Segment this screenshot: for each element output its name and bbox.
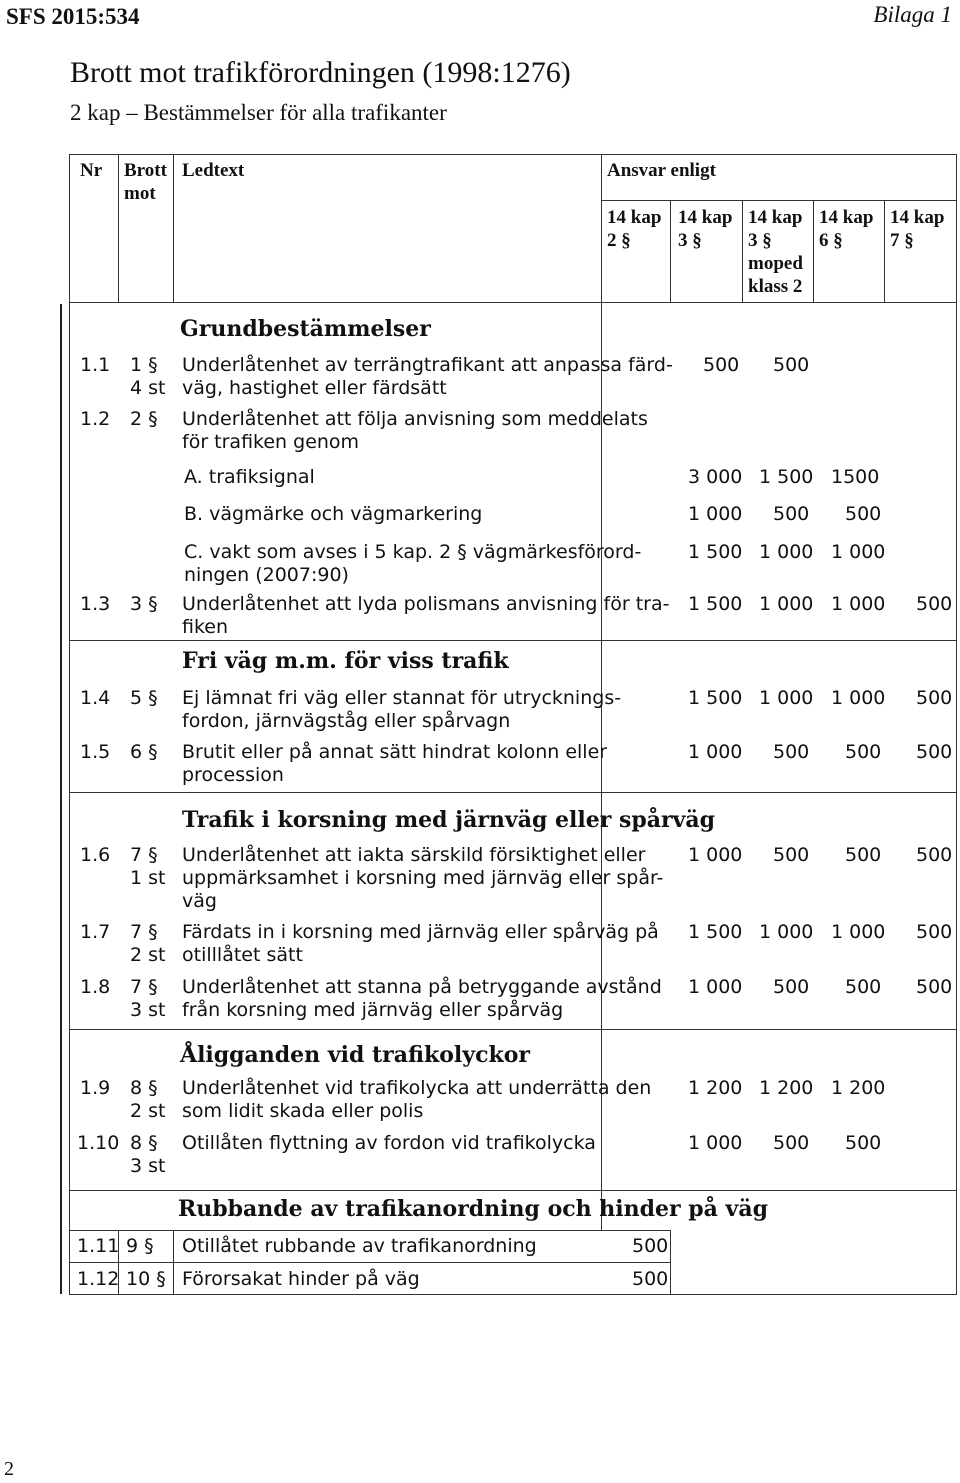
header-ledtext: Ledtext	[182, 160, 245, 181]
header-divider	[601, 200, 957, 201]
row-1-2a-col2: 3 000	[688, 466, 743, 488]
header-col-3-line4: klass 2	[748, 276, 803, 297]
row-1-2-paragraph: 2 §	[130, 408, 158, 430]
row-1-5-text-line1: Brutit eller på annat sätt hindrat kolonn eller	[182, 741, 608, 763]
row-1-2c-col4: 1 000	[831, 541, 886, 563]
row-1-8-text-line2: från korsning med järnväg eller spårväg	[182, 999, 564, 1021]
row-1-3-col4: 1 000	[831, 593, 886, 615]
col-divider-ledtext-bottom	[670, 1230, 671, 1295]
page-title: Brott mot trafikförordningen (1998:1276)	[70, 56, 571, 89]
header-brott-mot-line2: mot	[124, 183, 156, 204]
row-1-4-text-line2: fordon, järnvägståg eller spårvagn	[182, 710, 511, 732]
row-1-4-paragraph: 5 §	[130, 687, 158, 709]
row-1-3-col5: 500	[916, 593, 953, 615]
row-1-5-col5: 500	[916, 741, 953, 763]
row-1-8-col2: 1 000	[688, 976, 743, 998]
row-1-6-col5: 500	[916, 844, 953, 866]
row-1-10-col3: 500	[773, 1132, 810, 1154]
row-1-6-nr: 1.6	[80, 844, 111, 866]
row-1-9-text-line2: som lidit skada eller polis	[182, 1100, 424, 1122]
row-1-2c-col2: 1 500	[688, 541, 743, 563]
row-1-5-col2: 1 000	[688, 741, 743, 763]
row-1-4-col2: 1 500	[688, 687, 743, 709]
row-1-3-nr: 1.3	[80, 593, 111, 615]
row-1-11-text-line1: Otillåtet rubbande av trafikanordning	[182, 1235, 537, 1257]
col-divider-c3	[813, 200, 814, 302]
row-1-3-col3: 1 000	[759, 593, 814, 615]
change-bar	[60, 304, 62, 1294]
appendix-label: Bilaga 1	[873, 2, 952, 27]
row-1-5-nr: 1.5	[80, 741, 111, 763]
section-divider-1	[69, 640, 957, 641]
section-divider-2	[69, 792, 957, 793]
row-1-11-col1: 500	[632, 1235, 669, 1257]
row-1-11-paragraph: 9 §	[126, 1235, 154, 1257]
header-col-5-line2: 7 §	[890, 230, 914, 251]
header-col-4-line1: 14 kap	[819, 207, 874, 228]
col-divider-nr	[118, 154, 119, 302]
header-bottom-border	[69, 302, 957, 303]
row-1-8-nr: 1.8	[80, 976, 111, 998]
row-divider-112	[69, 1262, 670, 1263]
header-nr: Nr	[80, 160, 103, 181]
row-1-10-paragraph: 8 §	[130, 1132, 158, 1154]
row-1-2b-col2: 1 000	[688, 503, 743, 525]
col-divider-c4	[884, 200, 885, 302]
row-1-1-stycke: 4 st	[130, 377, 166, 399]
col-divider-c1	[670, 200, 671, 302]
row-1-5-paragraph: 6 §	[130, 741, 158, 763]
header-col-1-line2: 2 §	[607, 230, 631, 251]
row-1-7-nr: 1.7	[80, 921, 111, 943]
row-1-6-col4: 500	[845, 844, 882, 866]
row-1-8-text-line1: Underlåtenhet att stanna på betryggande avstånd	[182, 976, 662, 998]
row-1-4-nr: 1.4	[80, 687, 111, 709]
row-1-7-text-line2: otilllåtet sätt	[182, 944, 303, 966]
row-1-2-text-line1: Underlåtenhet att följa anvisning som meddelats	[182, 408, 648, 430]
header-ansvar-enligt: Ansvar enligt	[607, 160, 716, 181]
row-1-6-text-line3: väg	[182, 890, 217, 912]
table-top-border	[69, 154, 957, 155]
row-1-2b-col3: 500	[773, 503, 810, 525]
row-1-6-text-line1: Underlåtenhet att iakta särskild försiktighet eller	[182, 844, 646, 866]
page-subtitle: 2 kap – Bestämmelser för alla trafikanter	[70, 100, 447, 125]
row-1-7-col5: 500	[916, 921, 953, 943]
header-col-2-line1: 14 kap	[678, 207, 733, 228]
row-1-12-col1: 500	[632, 1268, 669, 1290]
header-col-3-line2: 3 §	[748, 230, 772, 251]
section-heading-rubbande: Rubbande av trafikanordning och hinder på väg	[178, 1196, 768, 1222]
row-1-4-col3: 1 000	[759, 687, 814, 709]
row-1-12-nr: 1.12	[77, 1268, 120, 1290]
row-1-3-col2: 1 500	[688, 593, 743, 615]
table-right-border	[956, 154, 957, 1295]
row-1-8-col5: 500	[916, 976, 953, 998]
row-1-9-paragraph: 8 §	[130, 1077, 158, 1099]
row-1-8-col4: 500	[845, 976, 882, 998]
section-heading-fri-vag: Fri väg m.m. för viss trafik	[182, 648, 509, 674]
row-1-8-paragraph: 7 §	[130, 976, 158, 998]
row-1-9-text-line1: Underlåtenhet vid trafikolycka att underrätta den	[182, 1077, 652, 1099]
row-1-10-stycke: 3 st	[130, 1155, 166, 1177]
row-divider-111	[69, 1230, 670, 1231]
row-1-4-col5: 500	[916, 687, 953, 709]
row-1-7-col3: 1 000	[759, 921, 814, 943]
row-1-7-stycke: 2 st	[130, 944, 166, 966]
row-1-2c-text-line1: C. vakt som avses i 5 kap. 2 § vägmärkesförord-	[184, 541, 642, 563]
row-1-5-col3: 500	[773, 741, 810, 763]
row-1-11-nr: 1.11	[77, 1235, 120, 1257]
row-1-7-text-line1: Färdats in i korsning med järnväg eller spårväg på	[182, 921, 659, 943]
header-col-4-line2: 6 §	[819, 230, 843, 251]
row-1-9-col3: 1 200	[759, 1077, 814, 1099]
section-heading-aligganden: Åligganden vid trafikolyckor	[180, 1042, 530, 1068]
row-1-3-text-line1: Underlåtenhet att lyda polismans anvisning för tra-	[182, 593, 670, 615]
row-1-7-col2: 1 500	[688, 921, 743, 943]
document-id: SFS 2015:534	[6, 4, 140, 29]
page-number: 2	[4, 1458, 14, 1480]
header-col-3-line1: 14 kap	[748, 207, 803, 228]
table-left-border	[69, 154, 70, 1295]
section-divider-3	[69, 1029, 957, 1030]
row-1-9-col2: 1 200	[688, 1077, 743, 1099]
row-1-1-text-line1: Underlåtenhet av terrängtrafikant att anpassa färd-	[182, 354, 673, 376]
row-1-7-col4: 1 000	[831, 921, 886, 943]
row-1-6-col3: 500	[773, 844, 810, 866]
row-1-10-nr: 1.10	[77, 1132, 120, 1154]
row-1-1-col3: 500	[773, 354, 810, 376]
row-1-8-col3: 500	[773, 976, 810, 998]
row-1-2a-col4: 1500	[831, 466, 880, 488]
row-1-5-text-line2: procession	[182, 764, 284, 786]
row-1-10-col2: 1 000	[688, 1132, 743, 1154]
row-1-9-stycke: 2 st	[130, 1100, 166, 1122]
row-1-2c-text-line2: ningen (2007:90)	[184, 564, 349, 586]
row-1-4-text-line1: Ej lämnat fri väg eller stannat för utrycknings-	[182, 687, 622, 709]
row-1-10-text-line1: Otillåten flyttning av fordon vid trafikolycka	[182, 1132, 596, 1154]
header-col-2-line2: 3 §	[678, 230, 702, 251]
header-col-5-line1: 14 kap	[890, 207, 945, 228]
row-1-1-nr: 1.1	[80, 354, 111, 376]
row-1-3-paragraph: 3 §	[130, 593, 158, 615]
row-1-9-col4: 1 200	[831, 1077, 886, 1099]
row-1-12-text-line1: Förorsakat hinder på väg	[182, 1268, 420, 1290]
section-divider-4	[69, 1190, 957, 1191]
row-1-6-stycke: 1 st	[130, 867, 166, 889]
row-1-2c-col3: 1 000	[759, 541, 814, 563]
row-1-2-text-line2: för trafiken genom	[182, 431, 360, 453]
row-1-8-stycke: 3 st	[130, 999, 166, 1021]
row-1-3-text-line2: fiken	[182, 616, 229, 638]
header-col-3-line3: moped	[748, 253, 803, 274]
row-1-12-paragraph: 10 §	[126, 1268, 166, 1290]
header-brott-mot-line1: Brott	[124, 160, 167, 181]
col-divider-brott-bottom	[173, 1230, 174, 1295]
table-bottom-border	[69, 1294, 957, 1295]
row-1-2b-text: B. vägmärke och vägmarkering	[184, 503, 483, 525]
row-1-1-paragraph: 1 §	[130, 354, 158, 376]
row-1-10-col4: 500	[845, 1132, 882, 1154]
row-1-6-paragraph: 7 §	[130, 844, 158, 866]
col-divider-brott	[173, 154, 174, 302]
row-1-2-nr: 1.2	[80, 408, 111, 430]
row-1-6-col2: 1 000	[688, 844, 743, 866]
row-1-1-text-line2: väg, hastighet eller färdsätt	[182, 377, 447, 399]
row-1-9-nr: 1.9	[80, 1077, 111, 1099]
row-1-1-col2: 500	[703, 354, 740, 376]
header-col-1-line1: 14 kap	[607, 207, 662, 228]
section-heading-grundbestammelser: Grundbestämmelser	[180, 316, 431, 342]
row-1-2a-col3: 1 500	[759, 466, 814, 488]
col-divider-c2	[742, 200, 743, 302]
row-1-7-paragraph: 7 §	[130, 921, 158, 943]
row-1-6-text-line2: uppmärksamhet i korsning med järnväg eller spår-	[182, 867, 664, 889]
row-1-4-col4: 1 000	[831, 687, 886, 709]
section-heading-trafik-i-korsning: Trafik i korsning med järnväg eller spårväg	[182, 807, 716, 833]
row-1-5-col4: 500	[845, 741, 882, 763]
row-1-2b-col4: 500	[845, 503, 882, 525]
row-1-2a-text: A. trafiksignal	[184, 466, 315, 488]
